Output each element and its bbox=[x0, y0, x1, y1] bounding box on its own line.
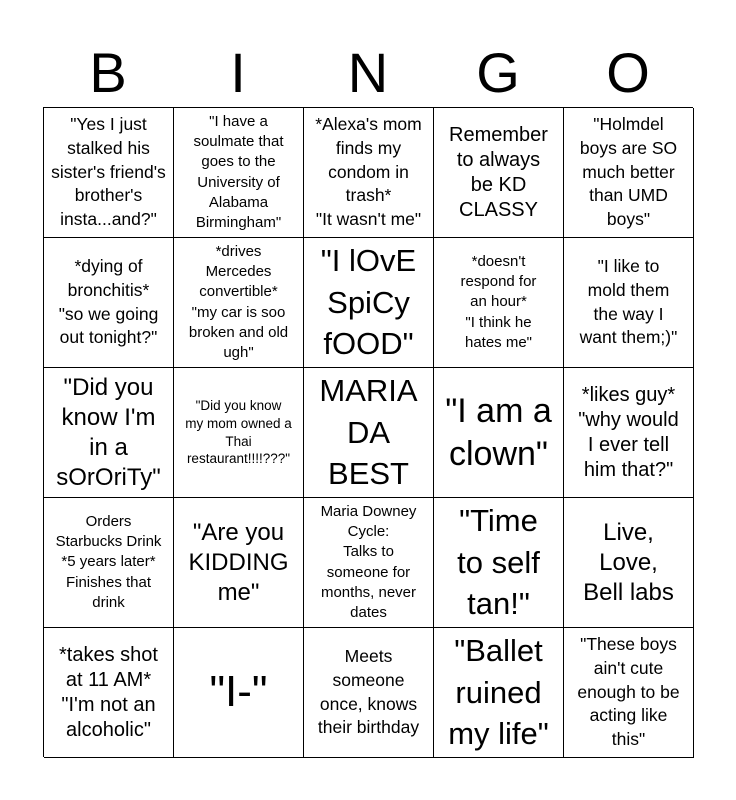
cell-text: *drives Mercedes convertible* "my car is soo broken and old ugh" bbox=[188, 242, 289, 361]
cell-text: "I have a soulmate that goes to the University of Alabama Birmingham" bbox=[193, 112, 284, 231]
bingo-cell[interactable] bbox=[44, 628, 174, 758]
bingo-cell[interactable] bbox=[304, 108, 434, 238]
cell-text: "Yes I just stalked his sister's friend's brother's insta...and?" bbox=[51, 114, 166, 229]
cell-text: *likes guy* "why would I ever tell him that?" bbox=[578, 383, 679, 481]
cell-text: Live, Love, Bell labs bbox=[583, 518, 674, 606]
bingo-cell[interactable] bbox=[174, 108, 304, 238]
bingo-cell[interactable] bbox=[434, 498, 564, 628]
bingo-cell[interactable] bbox=[564, 368, 694, 498]
bingo-cell[interactable] bbox=[564, 238, 694, 368]
cell-text: "I am a clown" bbox=[445, 392, 552, 473]
bingo-cell[interactable] bbox=[44, 498, 174, 628]
bingo-cell[interactable] bbox=[564, 498, 694, 628]
bingo-cell[interactable] bbox=[304, 368, 434, 498]
header-letter-g: G bbox=[476, 41, 520, 104]
cell-text: "Ballet ruined my life" bbox=[448, 632, 549, 752]
bingo-cell[interactable] bbox=[434, 628, 564, 758]
bingo-cell[interactable] bbox=[434, 238, 564, 368]
header-letter-n: N bbox=[347, 41, 389, 104]
bingo-cell[interactable] bbox=[44, 108, 174, 238]
cell-text: "I lOvE SpiCy fOOD" bbox=[320, 242, 417, 362]
bingo-cell[interactable] bbox=[304, 628, 434, 758]
cell-text: *doesn't respond for an hour* "I think he hates me" bbox=[460, 252, 537, 351]
bingo-cell[interactable] bbox=[44, 238, 174, 368]
bingo-cell[interactable] bbox=[304, 498, 434, 628]
cell-text: Orders Starbucks Drink *5 years later* Finishes that drink bbox=[55, 512, 162, 611]
cell-text: *Alexa's mom finds my condom in trash* "It wasn't me" bbox=[315, 114, 422, 229]
bingo-cell[interactable] bbox=[44, 368, 174, 498]
bingo-cell[interactable] bbox=[434, 368, 564, 498]
bingo-grid bbox=[43, 107, 693, 757]
cell-text: "Did you know my mom owned a Thai restaurant!!!!???" bbox=[185, 398, 292, 467]
bingo-cell[interactable] bbox=[174, 238, 304, 368]
cell-text: Maria Downey Cycle: Talks to someone for months, never dates bbox=[320, 502, 417, 621]
bingo-cell[interactable] bbox=[174, 628, 304, 758]
cell-text: "I like to mold them the way I want them;)" bbox=[579, 256, 678, 348]
header-letter-o: O bbox=[606, 41, 650, 104]
bingo-cell[interactable] bbox=[564, 108, 694, 238]
bingo-header bbox=[43, 40, 693, 106]
cell-text: "Did you know I'm in a sOrOriTy" bbox=[56, 373, 161, 491]
bingo-cell[interactable] bbox=[174, 498, 304, 628]
bingo-cell[interactable] bbox=[304, 238, 434, 368]
bingo-cell[interactable] bbox=[564, 628, 694, 758]
cell-text: *dying of bronchitis* "so we going out tonight?" bbox=[58, 256, 159, 348]
cell-text: "These boys ain't cute enough to be acting like this" bbox=[577, 634, 680, 749]
cell-text: "Time to self tan!" bbox=[457, 502, 540, 622]
cell-text: Remember to always be KD CLASSY bbox=[449, 123, 548, 221]
header-letter-b: B bbox=[89, 41, 127, 104]
cell-text: Meets someone once, knows their birthday bbox=[317, 646, 420, 738]
bingo-cell[interactable] bbox=[174, 368, 304, 498]
cell-text: "Are you KIDDING me" bbox=[188, 518, 289, 606]
cell-text: "Holmdel boys are SO much better than UMD boys" bbox=[579, 114, 678, 229]
cell-text: "I-" bbox=[209, 667, 268, 717]
bingo-cell[interactable] bbox=[434, 108, 564, 238]
header-letter-i: I bbox=[230, 41, 246, 104]
cell-text: *takes shot at 11 AM* "I'm not an alcoholic" bbox=[59, 643, 158, 741]
cell-text: MARIA DA BEST bbox=[319, 372, 418, 492]
